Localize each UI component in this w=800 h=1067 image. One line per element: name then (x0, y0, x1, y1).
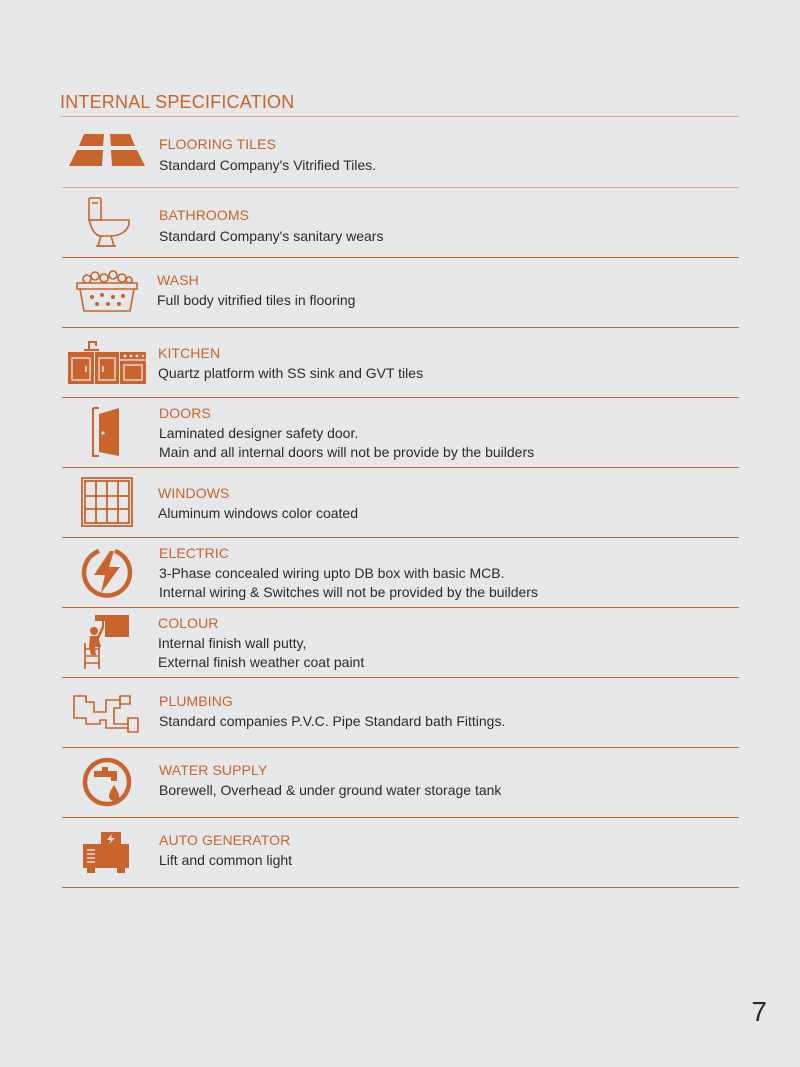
toilet-icon (62, 188, 152, 256)
spec-description: Full body vitrified tiles in flooring (157, 292, 356, 308)
wash-basin-icon (62, 258, 152, 326)
spec-description: Internal wiring & Switches will not be provided by the builders (159, 584, 538, 600)
spec-row-colour (62, 608, 739, 678)
spec-row-water-supply (62, 748, 739, 818)
generator-icon (62, 818, 152, 886)
spec-heading: FLOORING TILES (159, 136, 277, 152)
pipes-icon (62, 678, 152, 746)
spec-description: Aluminum windows color coated (158, 505, 358, 521)
spec-row-kitchen (62, 328, 739, 398)
spec-heading: PLUMBING (159, 693, 233, 709)
water-tap-drop-icon (62, 748, 152, 816)
spec-description: 3-Phase concealed wiring upto DB box with basic MCB. (159, 565, 505, 581)
spec-heading: DOORS (159, 405, 211, 421)
spec-description: Quartz platform with SS sink and GVT tiles (158, 365, 424, 381)
spec-description: External finish weather coat paint (158, 654, 365, 670)
spec-description: Lift and common light (159, 852, 293, 868)
spec-heading: WINDOWS (158, 485, 230, 501)
kitchen-cabinets-icon (62, 328, 152, 396)
spec-heading: COLOUR (158, 615, 219, 631)
spec-row-wash (62, 258, 739, 328)
spec-row-auto-generator (62, 818, 739, 888)
window-icon (62, 468, 152, 536)
page-title: INTERNAL SPECIFICATION (60, 92, 295, 112)
spec-description: Internal finish wall putty, (158, 635, 307, 651)
page-number: 7 (751, 996, 767, 1027)
spec-description: Standard companies P.V.C. Pipe Standard bath Fittings. (159, 713, 506, 729)
spec-row-windows (62, 468, 739, 538)
spec-description: Main and all internal doors will not be provide by the builders (159, 444, 535, 460)
spec-row-plumbing (62, 678, 739, 748)
title-divider (60, 116, 739, 117)
spec-row-doors (62, 398, 739, 468)
spec-heading: BATHROOMS (159, 207, 250, 223)
spec-heading: ELECTRIC (159, 545, 230, 561)
door-icon (62, 398, 152, 466)
spec-row-flooring-tiles (62, 118, 739, 188)
painter-on-ladder-icon (62, 608, 152, 676)
spec-heading: KITCHEN (158, 345, 221, 361)
spec-description: Laminated designer safety door. (159, 425, 359, 441)
lightning-bolt-icon (62, 538, 152, 606)
spec-row-bathrooms (62, 188, 739, 258)
spec-heading: AUTO GENERATOR (159, 832, 291, 848)
spec-row-electric (62, 538, 739, 608)
spec-heading: WATER SUPPLY (159, 762, 268, 778)
spec-description: Borewell, Overhead & under ground water storage tank (159, 782, 502, 798)
spec-description: Standard Company's Vitrified Tiles. (159, 157, 377, 173)
flooring-tiles-icon (62, 118, 152, 186)
spec-heading: WASH (157, 272, 199, 288)
spec-description: Standard Company's sanitary wears (159, 228, 384, 244)
